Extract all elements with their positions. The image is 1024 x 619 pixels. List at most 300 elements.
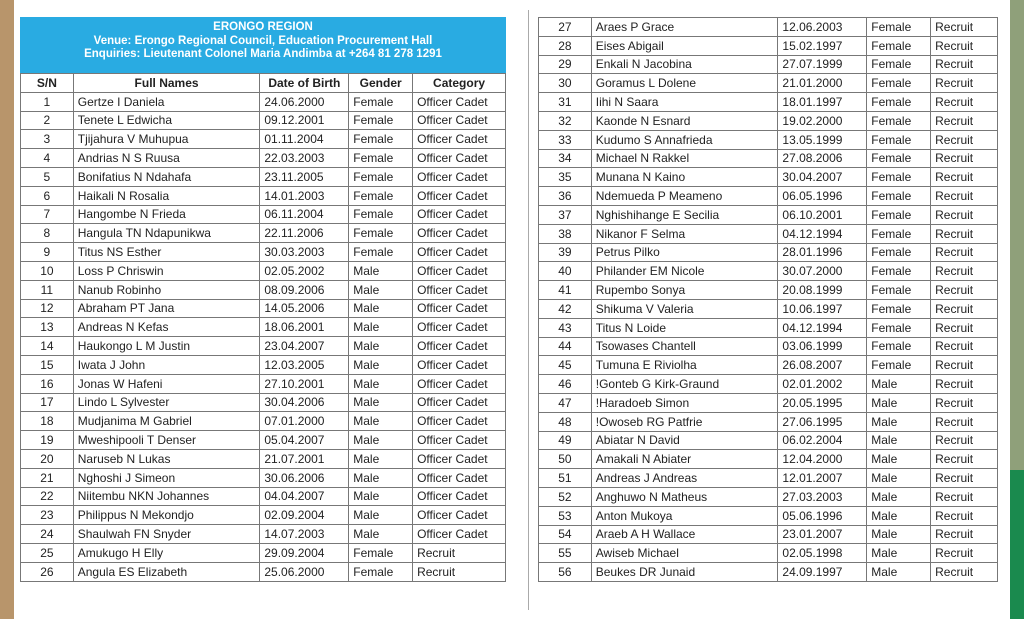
cell-sn: 26 (21, 562, 74, 581)
table-row (21, 149, 506, 168)
cell-category: Officer Cadet (413, 506, 506, 525)
cell-dob: 23.01.2007 (778, 525, 867, 544)
cell-category: Officer Cadet (413, 111, 506, 130)
cell-dob: 02.05.2002 (260, 261, 349, 280)
column-header-category: Category (413, 74, 506, 93)
cell-name: Nanub Robinho (73, 280, 260, 299)
cell-sn: 17 (21, 393, 74, 412)
cell-name: Shaulwah FN Snyder (73, 525, 260, 544)
cell-sn: 32 (539, 111, 592, 130)
cell-sn: 18 (21, 412, 74, 431)
cell-name: Nikanor F Selma (591, 224, 778, 243)
table-row (21, 243, 506, 262)
column-header-gender: Gender (349, 74, 413, 93)
cell-gender: Female (349, 224, 413, 243)
cell-dob: 21.01.2000 (778, 74, 867, 93)
cell-category: Officer Cadet (413, 261, 506, 280)
cell-dob: 21.07.2001 (260, 449, 349, 468)
cell-name: !Owoseb RG Patfrie (591, 412, 778, 431)
cell-gender: Female (349, 167, 413, 186)
cell-gender: Male (867, 393, 931, 412)
cell-gender: Male (349, 525, 413, 544)
cell-gender: Female (349, 186, 413, 205)
cell-name: Lindo L Sylvester (73, 393, 260, 412)
cell-name: Beukes DR Junaid (591, 563, 778, 582)
cell-gender: Male (349, 468, 413, 487)
cell-category: Recruit (931, 36, 998, 55)
cell-category: Recruit (931, 55, 998, 74)
cell-sn: 54 (539, 525, 592, 544)
cell-dob: 04.12.1994 (778, 224, 867, 243)
cell-category: Recruit (931, 74, 998, 93)
cell-gender: Female (867, 318, 931, 337)
cell-name: Jonas W Hafeni (73, 374, 260, 393)
cell-sn: 22 (21, 487, 74, 506)
table-row (21, 412, 506, 431)
cell-gender: Female (867, 224, 931, 243)
table-row (539, 243, 998, 262)
cell-gender: Female (867, 299, 931, 318)
cell-dob: 30.03.2003 (260, 243, 349, 262)
table-row (539, 506, 998, 525)
cell-gender: Female (867, 93, 931, 112)
cell-name: Shikuma V Valeria (591, 299, 778, 318)
cell-gender: Male (349, 355, 413, 374)
cell-category: Recruit (931, 149, 998, 168)
cell-sn: 30 (539, 74, 592, 93)
cell-category: Recruit (931, 187, 998, 206)
cell-gender: Male (349, 449, 413, 468)
cell-gender: Female (349, 205, 413, 224)
cell-gender: Female (867, 74, 931, 93)
cell-dob: 30.04.2006 (260, 393, 349, 412)
cell-sn: 40 (539, 262, 592, 281)
table-row (539, 149, 998, 168)
cell-dob: 27.06.1995 (778, 412, 867, 431)
cell-dob: 28.01.1996 (778, 243, 867, 262)
cell-gender: Female (867, 262, 931, 281)
cell-category: Officer Cadet (413, 525, 506, 544)
cell-dob: 30.04.2007 (778, 168, 867, 187)
cell-gender: Female (867, 149, 931, 168)
cell-dob: 14.07.2003 (260, 525, 349, 544)
table-row (21, 355, 506, 374)
cell-category: Officer Cadet (413, 130, 506, 149)
column-divider (528, 10, 529, 610)
cell-category: Recruit (931, 431, 998, 450)
table-header-row (21, 74, 506, 93)
cell-dob: 23.11.2005 (260, 167, 349, 186)
cell-dob: 15.02.1997 (778, 36, 867, 55)
table-row (539, 450, 998, 469)
cell-dob: 02.01.2002 (778, 375, 867, 394)
cell-dob: 20.08.1999 (778, 281, 867, 300)
cell-sn: 38 (539, 224, 592, 243)
cell-dob: 12.06.2003 (778, 18, 867, 37)
table-row (539, 356, 998, 375)
table-row (21, 525, 506, 544)
cell-category: Recruit (931, 412, 998, 431)
cell-category: Recruit (413, 543, 506, 562)
cell-dob: 20.05.1995 (778, 393, 867, 412)
cell-dob: 27.10.2001 (260, 374, 349, 393)
cell-category: Recruit (931, 281, 998, 300)
table-row (539, 469, 998, 488)
cell-sn: 46 (539, 375, 592, 394)
cell-name: Naruseb N Lukas (73, 449, 260, 468)
table-row (539, 187, 998, 206)
cell-dob: 03.06.1999 (778, 337, 867, 356)
cell-name: Petrus Pilko (591, 243, 778, 262)
document-page (14, 0, 1010, 619)
cell-sn: 20 (21, 449, 74, 468)
cell-gender: Female (349, 149, 413, 168)
cell-name: Titus N Loide (591, 318, 778, 337)
cell-name: Titus NS Esther (73, 243, 260, 262)
cell-gender: Male (867, 412, 931, 431)
cell-name: Tumuna E Riviolha (591, 356, 778, 375)
table-row (21, 318, 506, 337)
cell-sn: 27 (539, 18, 592, 37)
cell-name: Mudjanima M Gabriel (73, 412, 260, 431)
cell-gender: Male (867, 375, 931, 394)
cell-sn: 21 (21, 468, 74, 487)
cell-sn: 16 (21, 374, 74, 393)
cell-name: Tsowases Chantell (591, 337, 778, 356)
cell-name: Nghoshi J Simeon (73, 468, 260, 487)
cell-name: Eises Abigail (591, 36, 778, 55)
cell-sn: 1 (21, 92, 74, 111)
table-row (21, 224, 506, 243)
cell-gender: Male (867, 469, 931, 488)
table-row (21, 449, 506, 468)
cell-category: Recruit (931, 393, 998, 412)
table-row (539, 55, 998, 74)
table-row (21, 543, 506, 562)
cell-dob: 27.08.2006 (778, 149, 867, 168)
table-row (21, 506, 506, 525)
cell-category: Recruit (931, 375, 998, 394)
cell-dob: 30.06.2006 (260, 468, 349, 487)
table-row (539, 412, 998, 431)
cell-category: Recruit (931, 299, 998, 318)
table-row (21, 299, 506, 318)
cell-gender: Male (867, 506, 931, 525)
cell-gender: Female (867, 55, 931, 74)
cell-category: Recruit (931, 130, 998, 149)
cell-name: Araes P Grace (591, 18, 778, 37)
cell-name: Mweshipooli T Denser (73, 431, 260, 450)
cell-dob: 13.05.1999 (778, 130, 867, 149)
cell-gender: Female (867, 36, 931, 55)
cell-category: Recruit (931, 224, 998, 243)
cell-name: Philippus N Mekondjo (73, 506, 260, 525)
cell-gender: Female (867, 168, 931, 187)
cell-gender: Female (349, 243, 413, 262)
cell-dob: 09.12.2001 (260, 111, 349, 130)
table-row (21, 111, 506, 130)
cell-name: Andreas J Andreas (591, 469, 778, 488)
table-row (539, 36, 998, 55)
cell-dob: 24.09.1997 (778, 563, 867, 582)
cell-sn: 51 (539, 469, 592, 488)
cell-sn: 13 (21, 318, 74, 337)
cell-sn: 10 (21, 261, 74, 280)
table-row (539, 262, 998, 281)
cell-name: Loss P Chriswin (73, 261, 260, 280)
cell-gender: Male (867, 563, 931, 582)
cell-name: !Haradoeb Simon (591, 393, 778, 412)
cell-dob: 27.07.1999 (778, 55, 867, 74)
cell-sn: 23 (21, 506, 74, 525)
cell-name: Andrias N S Ruusa (73, 149, 260, 168)
cell-name: Tjijahura V Muhupua (73, 130, 260, 149)
cell-sn: 33 (539, 130, 592, 149)
cell-sn: 34 (539, 149, 592, 168)
cell-category: Recruit (931, 544, 998, 563)
cell-sn: 8 (21, 224, 74, 243)
table-row (539, 544, 998, 563)
cell-sn: 48 (539, 412, 592, 431)
cell-name: Awiseb Michael (591, 544, 778, 563)
cell-name: Philander EM Nicole (591, 262, 778, 281)
cell-category: Recruit (931, 93, 998, 112)
table-row (539, 111, 998, 130)
cell-sn: 24 (21, 525, 74, 544)
cell-name: Michael N Rakkel (591, 149, 778, 168)
table-row (21, 92, 506, 111)
cell-dob: 24.06.2000 (260, 92, 349, 111)
table-row (539, 281, 998, 300)
cell-category: Recruit (931, 450, 998, 469)
cell-sn: 2 (21, 111, 74, 130)
candidates-table-right (538, 17, 998, 582)
table-row (539, 431, 998, 450)
table-row (21, 280, 506, 299)
cell-name: Goramus L Dolene (591, 74, 778, 93)
cell-name: Hangula TN Ndapunikwa (73, 224, 260, 243)
cell-category: Recruit (931, 318, 998, 337)
cell-dob: 04.12.1994 (778, 318, 867, 337)
cell-gender: Female (867, 356, 931, 375)
cell-gender: Male (867, 450, 931, 469)
cell-sn: 35 (539, 168, 592, 187)
cell-name: Amakali N Abiater (591, 450, 778, 469)
cell-name: Tenete L Edwicha (73, 111, 260, 130)
cell-name: !Gonteb G Kirk-Graund (591, 375, 778, 394)
green-edge-decoration (1010, 470, 1024, 619)
cell-sn: 56 (539, 563, 592, 582)
table-row (21, 337, 506, 356)
cell-gender: Male (349, 506, 413, 525)
cell-sn: 25 (21, 543, 74, 562)
venue-line: Venue: Erongo Regional Council, Education Procurement Hall (93, 34, 433, 47)
cell-dob: 22.11.2006 (260, 224, 349, 243)
cell-name: Iwata J John (73, 355, 260, 374)
table-row (539, 337, 998, 356)
cell-sn: 49 (539, 431, 592, 450)
cell-category: Officer Cadet (413, 224, 506, 243)
cell-name: Amukugo H Elly (73, 543, 260, 562)
cell-dob: 05.04.2007 (260, 431, 349, 450)
cell-gender: Female (349, 130, 413, 149)
table-row (539, 375, 998, 394)
cell-category: Officer Cadet (413, 449, 506, 468)
cell-sn: 29 (539, 55, 592, 74)
cell-sn: 6 (21, 186, 74, 205)
cell-sn: 37 (539, 205, 592, 224)
cell-gender: Female (867, 281, 931, 300)
cell-sn: 42 (539, 299, 592, 318)
table-row (21, 205, 506, 224)
cell-category: Recruit (931, 469, 998, 488)
cell-dob: 06.10.2001 (778, 205, 867, 224)
cell-category: Officer Cadet (413, 412, 506, 431)
cell-sn: 15 (21, 355, 74, 374)
cell-dob: 14.05.2006 (260, 299, 349, 318)
cell-sn: 53 (539, 506, 592, 525)
cell-dob: 12.04.2000 (778, 450, 867, 469)
cell-dob: 25.06.2000 (260, 562, 349, 581)
cell-gender: Male (349, 374, 413, 393)
cell-dob: 04.04.2007 (260, 487, 349, 506)
cell-gender: Female (349, 111, 413, 130)
cell-gender: Male (867, 431, 931, 450)
cell-sn: 19 (21, 431, 74, 450)
cell-gender: Female (349, 92, 413, 111)
cell-name: Andreas N Kefas (73, 318, 260, 337)
table-row (21, 374, 506, 393)
cell-category: Officer Cadet (413, 337, 506, 356)
cell-category: Officer Cadet (413, 468, 506, 487)
cell-category: Recruit (931, 111, 998, 130)
cell-sn: 43 (539, 318, 592, 337)
cell-category: Recruit (931, 205, 998, 224)
cell-dob: 14.01.2003 (260, 186, 349, 205)
cell-sn: 41 (539, 281, 592, 300)
cell-gender: Female (349, 543, 413, 562)
cell-dob: 29.09.2004 (260, 543, 349, 562)
cell-name: Anton Mukoya (591, 506, 778, 525)
cell-category: Recruit (931, 525, 998, 544)
column-header-name: Full Names (73, 74, 260, 93)
cell-category: Recruit (931, 563, 998, 582)
cell-dob: 10.06.1997 (778, 299, 867, 318)
cell-category: Officer Cadet (413, 374, 506, 393)
cell-name: Nghishihange E Secilia (591, 205, 778, 224)
table-row (21, 468, 506, 487)
cell-category: Officer Cadet (413, 355, 506, 374)
cell-dob: 22.03.2003 (260, 149, 349, 168)
column-header-sn: S/N (21, 74, 74, 93)
cell-sn: 45 (539, 356, 592, 375)
cell-category: Officer Cadet (413, 487, 506, 506)
cell-name: Abraham PT Jana (73, 299, 260, 318)
cell-dob: 12.03.2005 (260, 355, 349, 374)
cell-sn: 50 (539, 450, 592, 469)
cell-name: Munana N Kaino (591, 168, 778, 187)
table-row (539, 563, 998, 582)
cell-gender: Female (867, 111, 931, 130)
cell-dob: 02.09.2004 (260, 506, 349, 525)
table-row (21, 167, 506, 186)
cell-category: Officer Cadet (413, 186, 506, 205)
cell-dob: 18.06.2001 (260, 318, 349, 337)
table-row (21, 186, 506, 205)
cell-dob: 05.06.1996 (778, 506, 867, 525)
cell-category: Officer Cadet (413, 149, 506, 168)
cell-category: Recruit (931, 356, 998, 375)
table-row (21, 487, 506, 506)
cell-name: Niitembu NKN Johannes (73, 487, 260, 506)
cell-category: Recruit (931, 487, 998, 506)
cell-dob: 02.05.1998 (778, 544, 867, 563)
cell-gender: Male (349, 337, 413, 356)
table-row (539, 299, 998, 318)
cell-gender: Male (349, 299, 413, 318)
cell-name: Rupembo Sonya (591, 281, 778, 300)
table-row (539, 168, 998, 187)
cell-sn: 28 (539, 36, 592, 55)
cell-sn: 36 (539, 187, 592, 206)
cell-dob: 26.08.2007 (778, 356, 867, 375)
background-strip-right (1010, 0, 1024, 619)
cell-gender: Male (349, 412, 413, 431)
cell-dob: 06.05.1996 (778, 187, 867, 206)
cell-dob: 07.01.2000 (260, 412, 349, 431)
cell-name: Haukongo L M Justin (73, 337, 260, 356)
table-row (21, 261, 506, 280)
cell-name: Kaonde N Esnard (591, 111, 778, 130)
cell-name: Ndemueda P Meameno (591, 187, 778, 206)
table-row (21, 562, 506, 581)
cell-gender: Female (867, 205, 931, 224)
cell-sn: 44 (539, 337, 592, 356)
table-row (539, 393, 998, 412)
cell-category: Officer Cadet (413, 280, 506, 299)
cell-dob: 19.02.2000 (778, 111, 867, 130)
table-row (539, 93, 998, 112)
cell-sn: 3 (21, 130, 74, 149)
cell-gender: Male (867, 544, 931, 563)
cell-sn: 47 (539, 393, 592, 412)
cell-dob: 12.01.2007 (778, 469, 867, 488)
cell-sn: 14 (21, 337, 74, 356)
table-row (539, 525, 998, 544)
cell-gender: Female (867, 337, 931, 356)
cell-category: Officer Cadet (413, 167, 506, 186)
cell-sn: 11 (21, 280, 74, 299)
cell-name: Angula ES Elizabeth (73, 562, 260, 581)
cell-gender: Female (867, 243, 931, 262)
document-header (20, 17, 506, 73)
cell-category: Officer Cadet (413, 92, 506, 111)
cell-dob: 01.11.2004 (260, 130, 349, 149)
cell-category: Recruit (931, 243, 998, 262)
cell-gender: Female (349, 562, 413, 581)
cell-gender: Male (349, 431, 413, 450)
cell-category: Recruit (931, 18, 998, 37)
table-row (539, 130, 998, 149)
cell-gender: Male (349, 487, 413, 506)
cell-gender: Male (867, 525, 931, 544)
enquiries-line: Enquiries: Lieutenant Colonel Maria Andimba at +264 81 278 1291 (84, 48, 442, 60)
cell-name: Haikali N Rosalia (73, 186, 260, 205)
right-panel (538, 17, 998, 582)
cell-sn: 55 (539, 544, 592, 563)
table-row (21, 431, 506, 450)
cell-name: Enkali N Jacobina (591, 55, 778, 74)
